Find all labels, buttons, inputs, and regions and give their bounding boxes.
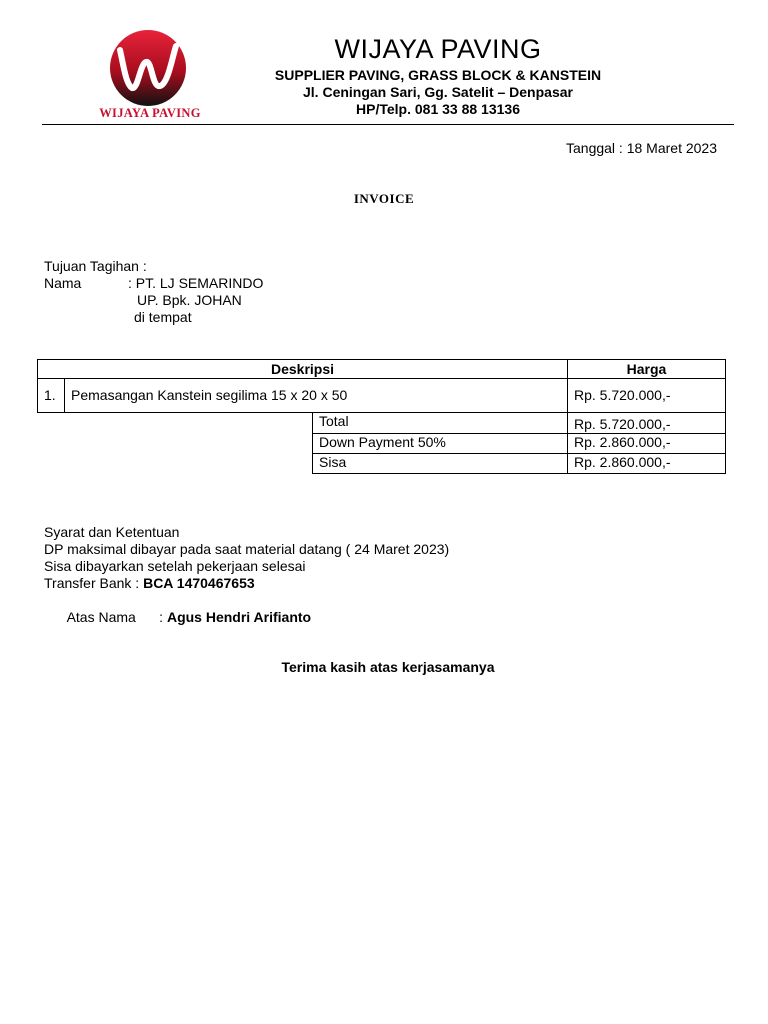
recipient-attention: UP. Bpk. JOHAN xyxy=(137,292,242,308)
recipient-place: di tempat xyxy=(134,309,192,325)
terms-line-dp: DP maksimal dibayar pada saat material datang ( 24 Maret 2023) xyxy=(44,541,450,557)
bank-transfer-row xyxy=(44,575,449,592)
bank-account: BCA 1470467653 xyxy=(143,575,255,591)
company-logo xyxy=(80,28,220,126)
terms-block xyxy=(44,524,450,625)
bank-label: Transfer Bank : xyxy=(44,575,144,591)
down-payment-label: Down Payment 50% xyxy=(312,433,568,454)
item-number: 1. xyxy=(37,378,65,413)
invoice-title: INVOICE xyxy=(353,191,415,206)
logo-wordmark: WIJAYA PAVING xyxy=(99,106,201,120)
down-payment-value: Rp. 2.860.000,- xyxy=(567,433,726,454)
account-label: Atas Nama : xyxy=(66,609,167,625)
invoice-date: Tanggal : 18 Maret 2023 xyxy=(566,140,717,156)
recipient-heading: Tujuan Tagihan : xyxy=(44,258,147,274)
total-value: Rp. 5.720.000,- xyxy=(567,412,726,434)
terms-line-balance: Sisa dibayarkan setelah pekerjaan selesai xyxy=(44,558,306,574)
name-value: : PT. LJ SEMARINDO xyxy=(128,275,264,291)
company-name: WIJAYA PAVING xyxy=(334,34,542,64)
item-price: Rp. 5.720.000,- xyxy=(567,378,726,413)
name-label: Nama xyxy=(44,275,82,291)
item-description: Pemasangan Kanstein segilima 15 x 20 x 50 xyxy=(64,378,568,413)
total-label: Total xyxy=(312,412,568,434)
terms-heading: Syarat dan Ketentuan xyxy=(44,524,180,540)
account-name-row xyxy=(44,592,449,625)
company-phone: HP/Telp. 081 33 88 13136 xyxy=(356,101,520,117)
balance-value: Rp. 2.860.000,- xyxy=(567,453,726,474)
company-address: Jl. Ceningan Sari, Gg. Satelit – Denpasar xyxy=(303,84,573,100)
account-name: Agus Hendri Arifianto xyxy=(166,609,312,625)
company-tagline: SUPPLIER PAVING, GRASS BLOCK & KANSTEIN xyxy=(274,67,602,83)
thank-you-note: Terima kasih atas kerjasamanya xyxy=(281,659,495,675)
header-price: Harga xyxy=(567,359,726,379)
header-divider xyxy=(42,124,734,125)
header-description: Deskripsi xyxy=(37,359,568,379)
balance-label: Sisa xyxy=(312,453,568,474)
